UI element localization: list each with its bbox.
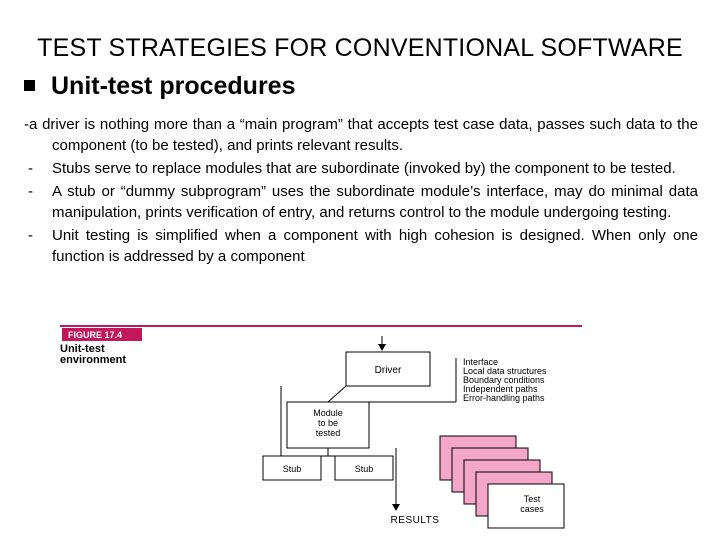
- paragraph-cohesion-text: Unit testing is simplified when a component with high cohesion is designed. When only one function is addressed by a component: [52, 227, 698, 265]
- module-label-line3: tested: [315, 428, 341, 438]
- figure-caption-line1: Unit-test: [60, 343, 105, 355]
- interface-item: Independent paths: [463, 384, 538, 394]
- module-label-line2: to be: [317, 418, 339, 428]
- section-heading: [24, 72, 295, 101]
- dash-marker: -: [28, 183, 33, 200]
- test-cases-label-line2: cases: [520, 504, 544, 514]
- test-cases-label-line1: Test: [523, 494, 541, 504]
- unit-test-environment-figure: [0, 318, 720, 540]
- figure-label: FIGURE 17.4: [68, 330, 123, 340]
- paragraph-stubs-text: Stubs serve to replace modules that are subordinate (invoked by) the component to be tested.: [52, 160, 676, 177]
- paragraph-cohesion: [24, 225, 698, 267]
- driver-module-connector: [328, 386, 346, 402]
- figure-caption-line2: environment: [60, 354, 127, 366]
- heading-text: Unit-test procedures: [51, 72, 296, 100]
- interface-item: Error-handling paths: [463, 393, 545, 403]
- square-bullet-icon: [24, 80, 35, 91]
- interface-item: Interface: [463, 357, 499, 367]
- results-label: RESULTS: [390, 515, 440, 526]
- body-text: [24, 114, 698, 269]
- interface-item: Local data structures: [463, 366, 547, 376]
- dash-marker: -: [28, 160, 33, 177]
- stub-left-label: Stub: [282, 464, 302, 474]
- stub-right-label: Stub: [354, 464, 374, 474]
- interface-item: Boundary conditions: [463, 375, 545, 385]
- driver-label: Driver: [374, 365, 402, 376]
- paragraph-stub-interface-text: A stub or “dummy subprogram” uses the subordinate module’s interface, may do minimal data manipulation, prints verification of entry, and returns control to the module undergoing testing.: [52, 183, 698, 221]
- dash-marker: -: [28, 227, 33, 244]
- slide-title: TEST STRATEGIES FOR CONVENTIONAL SOFTWARE: [37, 34, 683, 62]
- paragraph-driver: -a driver is nothing more than a “main program” that accepts test case data, passes such data to the component (to be tested), and prints relevant results.: [24, 116, 698, 154]
- paragraph-stub-interface: [24, 181, 698, 223]
- paragraph-stubs: [24, 158, 698, 179]
- module-label-line1: Module: [313, 408, 343, 418]
